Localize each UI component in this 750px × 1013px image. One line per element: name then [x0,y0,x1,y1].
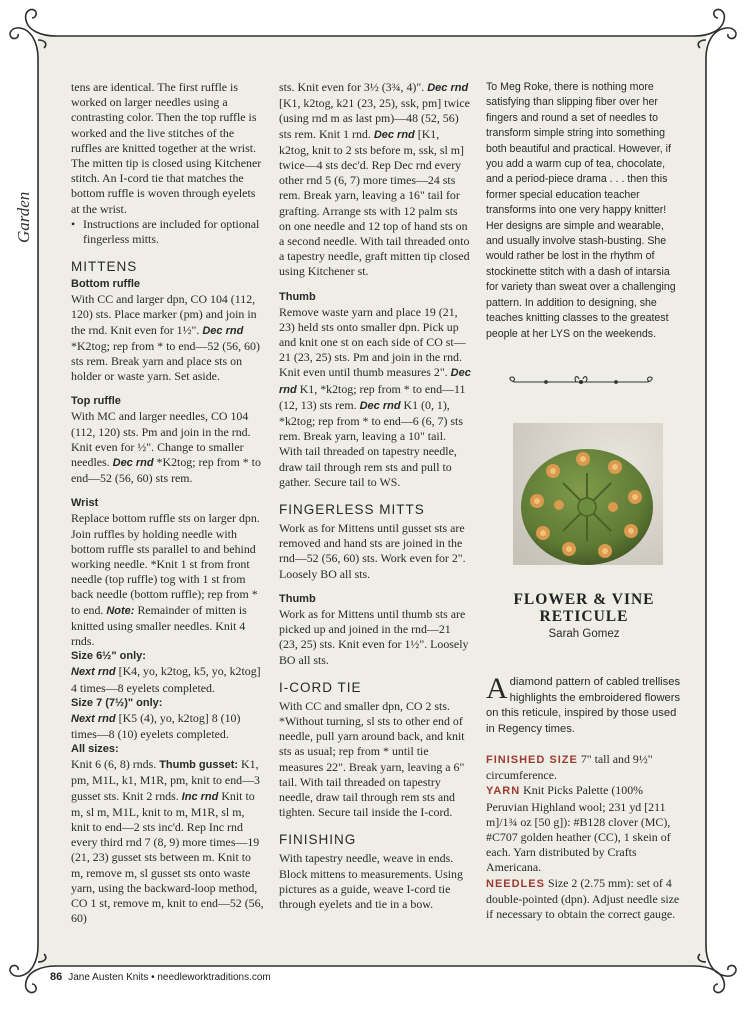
bottom-ruffle-heading: Bottom ruffle [71,278,141,291]
finishing-heading: FINISHING [279,832,357,848]
thumb2-heading: Thumb [279,592,316,605]
hand-text: sts. Knit even for 3½ (3¾, 4)". Dec rnd [K1, k2tog, k21 (23, 25), ssk, pm] twice (using rnd m as last pm)—48 (52, 56) sts rem. Knit 1 rnd. Dec rnd [K1, k2tog, knit to 2 sts before m, ssk, sl m] twice—4 sts dec'd. Rep Dec rnd every other rnd 5 (6, 7) more times—24 sts rem. Break yarn, leaving a 16" tail for grafting. Arrange sts with 12 palm sts on one needle and 12 top of hand sts on a second needle. With tail threaded onto a tapestry needle, graft mitten tip closed using Kitchener st. [279,80,470,279]
vine-divider-icon [506,374,656,390]
pattern-title: FLOWER & VINE RETICULE [513,591,655,625]
icord-text: With CC and smaller dpn, CO 2 sts. *Without turning, sl sts to other end of needle, pull yarn around back, and knit sts as usual; rep from * until tie measures 22". Break yarn, leaving a 6" tail. With tail threaded on tapestry needle, draw tail through rem sts and tighten. Secure tail inside the I-cord. [279,698,465,820]
allsizes-heading: All sizes: [71,743,119,756]
knitted-reticule-icon [513,423,663,565]
pattern-author: Sarah Gomez [548,628,620,640]
page-footer [50,971,271,983]
pattern-specs [486,752,682,922]
section-label-text: Garden [14,191,33,243]
finished-size: FINISHED SIZE 7" tall and 9½" circumference. [486,752,653,783]
allsizes-text: Knit 6 (6, 8) rnds. Thumb gusset: K1, pm, M1L, k1, M1R, pm, knit to end—3 gusset sts. Knit 2 rnds. Inc rnd Knit to m, sl m, M1L, knit to m, M1R, sl m, knit to end—2 sts inc'd. Rep Inc rnd every third rnd 7 (8, 9) more times—19 (21, 23) gusset sts between m. Knit to m, remove m, sl gusset sts onto waste yarn, using the backward-loop method, CO 1 st, remove m, knit to end—52 (56, 60) [71,757,264,926]
corner-top-right-icon [694,9,736,58]
thumb-heading: Thumb [279,290,316,303]
size1-text: Next rnd [K4, yo, k2tog, k5, yo, k2tog] 4 times—8 eyelets completed. [71,664,261,695]
wrist-text: Replace bottom ruffle sts on larger dpn. Join ruffles by holding needle with bottom ruffle sts parallel to and behind working needle. *Knit 1 st from front needle (top ruffle) tog with 1 st from back needle (bottom ruffle); rep from * to end. Note: Remainder of mitten is knitted using smaller needles. Knit 4 rnds. [71,511,260,649]
thumb-text: Remove waste yarn and place 19 (21, 23) held sts onto smaller dpn. Pick up and knit one st on each side of CO st—21 (23, 25) sts. Pm and join in the rnd. Knit even until thumb measures 2". Dec rnd K1, *k2tog; rep from * to end—11 (12, 13) sts rem. Dec rnd K1 (0, 1), *k2tog; rep from * to end—6 (6, 7) sts rem. Break yarn, leaving a 10" tail. With tail threaded on tapestry needle, draw tail through rem sts and pull to gather. Secure tail to WS. [279,304,471,489]
footer-text: Jane Austen Knits • needleworktraditions.com [68,972,271,983]
thumb2-text: Work as for Mittens until thumb sts are picked up and joined in the rnd—21 (23, 25) sts. Knit even for 1½". Loosely BO all sts. [279,606,469,667]
size1-heading: Size 6½" only: [71,650,146,663]
corner-top-left-icon [10,9,56,58]
top-ruffle-heading: Top ruffle [71,395,121,408]
column-3 [486,80,682,342]
drop-cap: A [486,672,508,705]
size2-heading: Size 7 (7½)" only: [71,696,163,709]
top-ruffle-text: With MC and larger needles, CO 104 (112, 120) sts. Pm and join in the rnd. Knit even for ½". Change to smaller needles. Dec rnd *K2tog; rep from * to end—52 (56, 60) sts rem. [71,409,261,486]
size2-text: Next rnd [K5 (4), yo, k2tog] 8 (10) times—8 (10) eyelets completed. [71,710,241,741]
bottom-ruffle-text: With CC and larger dpn, CO 104 (112, 120) sts. Place marker (pm) and join in the rnd. Knit even for 1½". Dec rnd *K2tog; rep from * to end—52 (56, 60) sts rem. Break yarn and place sts on holder or waste yarn. Set aside. [71,292,260,384]
wrist-heading: Wrist [71,497,99,510]
finishing-text: With tapestry needle, weave in ends. Block mittens to measurements. Using pictures as a guide, weave I-cord tie through eyelets and tie in a bow. [279,851,463,911]
corner-bottom-left-icon [10,946,56,993]
needles-spec: NEEDLES Size 2 (2.75 mm): set of 4 double-pointed (dpn). Adjust needle size if necessary to obtain the correct gauge. [486,875,680,922]
corner-bottom-right-icon [694,946,736,993]
column-1 [71,80,264,926]
reticule-photo [513,423,663,565]
bullet-note: • Instructions are included for optional fingerless mitts. [71,217,264,247]
icord-heading: I-CORD TIE [279,679,362,695]
yarn-spec: YARN Knit Picks Palette (100% Peruvian Highland wool; 231 yd [211 m]/1¾ oz [50 g]): #B128 clover (MC), #C707 golden heather (CC), 1 skein of each. Yarn distributed by Crafts Americana. [486,783,671,875]
pattern-intro: Adiamond pattern of cabled trellises highlights the embroidered flowers on this reticule, inspired by those used in Regency times. [486,672,681,735]
intro-text: tens are identical. The first ruffle is worked on larger needles using a contrasting color. Then the top ruffle is worked and the live stitches of the ruffles are knitted together at the wrist. The mitten tip is closed using Kitchener stitch. An I-cord tie that matches the bottom ruffle is woven through eyelets at the wrist. [71,80,262,216]
fingerless-text: Work as for Mittens until gusset sts are removed and hand sts are joined in the rnd—52 (56, 60) sts. Work even for 2". Loosely BO all sts. [279,521,466,581]
designer-bio: To Meg Roke, there is nothing more satisfying than slipping fiber over her fingers and round a set of needles to transform simple string into something both beautiful and practical. However, if you add a warm cup of tea, chocolate, and a period-piece drama . . . then this former special education teacher transforms into one very happy knitter! Her designs are simple and wearable, and usually involve stash-busting. She would rather be lost in the rhythm of stockinette stitch with a dash of intarsia for variety than sweat over a challenging pattern. In addition to designing, she teaches knitting classes to the greatest people at her LYS on the weekends. [486,81,676,340]
mittens-heading: MITTENS [71,259,138,275]
section-label [14,192,34,243]
fingerless-heading: FINGERLESS MITTS [279,502,425,518]
page-number: 86 [50,971,63,983]
column-2 [279,80,472,912]
